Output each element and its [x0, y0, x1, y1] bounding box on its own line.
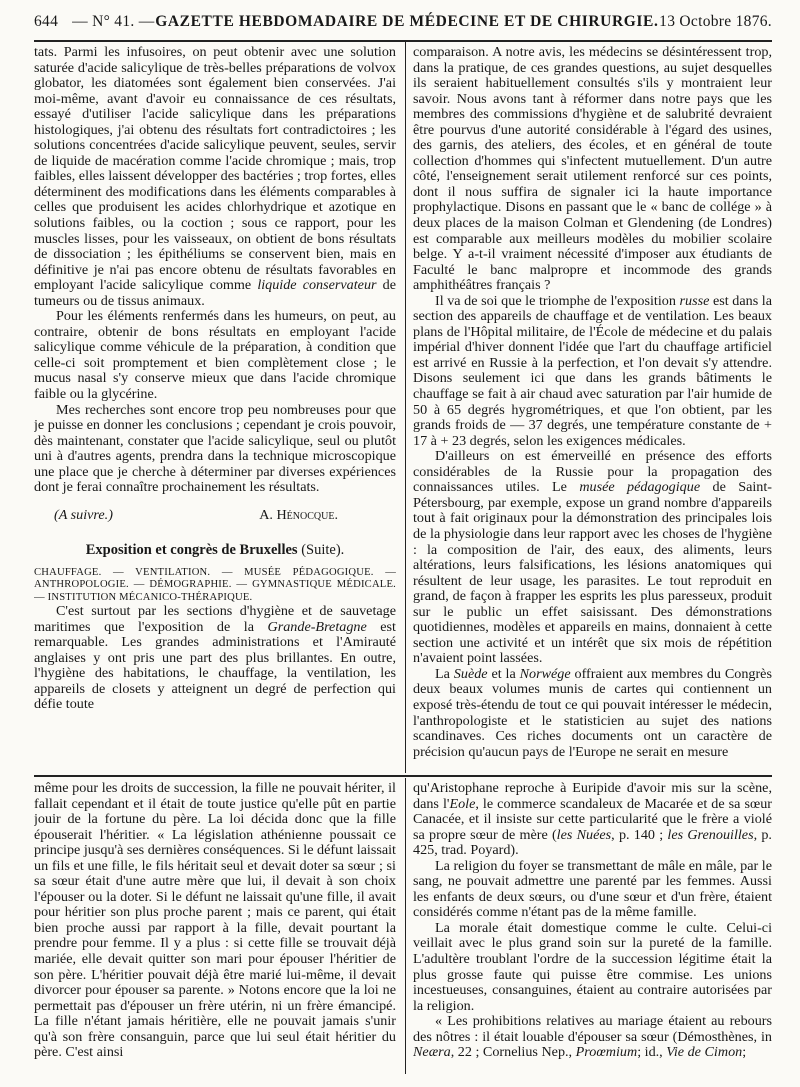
column-rule-bottom — [405, 778, 406, 1074]
paragraph: Mes recherches sont encore trop peu nombreuses pour que je puisse en donner les conclusions ; cependant je crois pouvoir, dès maintenant, constater que l'acide salicylique, seul ou plutôt uni à d'autres agents, prendra dans la technique microscopique une place que je cherche à déterminer par diverses expériences dont je ferai connaître prochainement les résultats. — [34, 401, 396, 496]
right-column-top — [413, 45, 772, 773]
paragraph: « Les prohibitions relatives au mariage étaient au rebours des nôtres : il était louable d'épouser sa sœur (Démosthènes, in Neæra, 22 ; Cornelius Nep., Proœmium; id., Vie de Cimon; — [413, 1013, 772, 1061]
paragraph: Il va de soi que le triomphe de l'exposition russe est dans la section des appareils de chauffage et de ventilation. Les beaux plans de l'Hôpital militaire, de l'École de médecine et du palais impérial d'hiver donnent l'idée que l'art du chauffage artificiel est arrivé en Russie à la perfection, et l'on devait s'y attendre. Disons seulement ici que dans les grands bâtiments le chauffage se fait à air chaud avec saturation par l'air humide de 50 à 65 degrés hygrométriques, et que l'on obtient, par les grands froids de — 37 degrés, une température constante de + 17 à + 23 degrés, selon les exigences médicales. — [413, 292, 772, 449]
paragraph: qu'Aristophane reproche à Euripide d'avoir mis sur la scène, dans l'Eole, le commerce scandaleux de Macarée et de sa sœur Canacée, et il insiste sur cette particularité que le frère a violé sa propre sœur de mère (les Nuées, p. 140 ; les Grenouilles, p. 425, trad. Poyard). — [413, 781, 772, 859]
continuation-note: (A suivre.) — [54, 506, 113, 523]
column-rule-top — [405, 42, 406, 773]
paragraph: La Suède et la Norwége offraient aux membres du Congrès deux beaux volumes munis de cartes qui contiennent un exposé très-étendu de tout ce qui pouvait intéresser le médecin, l'anthropologiste et le statisticien au sujet des nations scandinaves. Ces riches documents ont un caractère de précision qu'aucun pays de l'Europe ne serait en mesure — [413, 665, 772, 760]
section-subjects: CHAUFFAGE. — VENTILATION. — MUSÉE PÉDAGOGIQUE. — ANTHROPOLOGIE. — DÉMOGRAPHIE. — GYMNASTIQUE MÉDICALE. — INSTITUTION MÉCANICO-THÉRAPIQUE. — [34, 566, 396, 603]
paragraph: C'est surtout par les sections d'hygiène et de sauvetage maritimes que l'exposition de la Grande-Bretagne est remarquable. Les grandes administrations et l'Amirauté anglaises y ont pris une part des plus brillantes. En outre, l'hygiène des habitations, le chauffage, la ventilation, les appareils de closets y atteignent un degré de perfection qui défie toute — [34, 603, 396, 713]
paragraph: tats. Parmi les infusoires, on peut obtenir avec une solution saturée d'acide salicylique de très-belles préparations de volvox globator, les diatomées sont également bien conservées. J'ai moi-même, avant d'avoir eu connaissance de ces résultats, essayé d'utiliser l'acide salicylique dans les préparations histologiques, j'ai obtenu des résultats fort contradictoires ; les solutions concentrées d'acide salicylique peuvent, seules, servir de liquide de macération comme l'acide chromique ; mais, trop faibles, elles laissent développer des bactéries ; trop fortes, elles déterminent des modifications dans les éléments comparables à celles que produisent les acides chlorhydrique et azotique en solutions faibles, ou la coction ; sous ce rapport, pour les muscles lisses, pour les vaisseaux, on obtient de bons résultats de dissociation ; les épithéliums se conservent bien, mais en définitive je n'ai pas encore obtenu de résultats favorables en employant l'acide salicylique comme liquide conservateur de tumeurs ou de tissus animaux. — [34, 45, 396, 309]
paragraph: même pour les droits de succession, la fille ne pouvait hériter, il fallait cependant et il était de toute justice qu'elle pût en partie jouir de la fortune du père. La loi décida donc que la fille épouserait l'héritier. « La législation athénienne poussait ce principe jusqu'à ses dernières conséquences. Si le défunt laissait un fils et une fille, le fils héritait seul et devait doter sa sœur ; si sa sœur était d'une autre mère que lui, il devait à son choix l'épouser ou la doter. Si le défunt ne laissait qu'une fille, il avait pour héritier son plus proche parent ; mais ce parent, qui était bien proche aussi par rapport à la fille, devait pourtant la prendre pour femme. Il y a plus : si cette fille se trouvait déjà mariée, elle devait quitter son mari pour épouser l'héritier de son père. L'héritier pouvait déjà être marié lui-même, il devait divorcer pour épouser sa parente. » Notons encore que la loi ne permettait pas d'épouser un frère utérin, ni un frère émancipé. La fille n'étant jamais héritière, elle ne pouvait jamais s'unir qu'à son frère consanguin, parce que lui seul était héritier du père. C'est ainsi — [34, 781, 396, 1061]
left-column-top — [34, 45, 396, 773]
page-number: 644 — [34, 13, 59, 30]
header-left — [34, 13, 155, 31]
section-rule — [34, 775, 772, 777]
signature-block — [34, 508, 396, 524]
journal-title: GAZETTE HEBDOMADAIRE DE MÉDECINE ET DE CHIRURGIE. — [155, 13, 659, 30]
section-heading: Exposition et congrès de Bruxelles (Suite). — [85, 542, 345, 559]
page-header — [34, 8, 772, 36]
paragraph: D'ailleurs on est émerveillé en présence des efforts considérables de la Russie pour la propagation des connaissances utiles. Le musée pédagogique de Saint-Pétersbourg, par exemple, expose un grand nombre d'appareils tout à fait originaux pour la démonstration des principales lois de la physiologie dans leur rapport avec les choses de l'hygiène : la composition de l'air, des eaux, des aliments, leurs altérations, leurs falsifications, les lésions anatomiques qui résultent de leur usage, les parasites. Le tout reproduit en grand, de façon à frapper les esprits les plus paresseux, produit sur le public un effet saisissant. Des démonstrations quotidiennes, modèles et appareils en mains, donnaient à cette section une activité et un intérêt que six mois de répétition n'avaient point lassées. — [413, 448, 772, 667]
author-signature: A. Hénocque. — [259, 506, 338, 523]
paragraph: Pour les éléments renfermés dans les humeurs, on peut, au contraire, obtenir de bons résultats en employant l'acide salicylique comme véhicule de la préparation, à condition que celle-ci soit promptement et bien complètement close ; le mucus nasal s'y conserve mieux que dans l'acide chromique faible ou la glycérine. — [34, 308, 396, 403]
issue-number: — N° 41. — — [72, 13, 155, 30]
left-column-bottom — [34, 781, 396, 1077]
issue-date: 13 Octobre 1876. — [659, 13, 772, 30]
header-rule — [34, 40, 772, 42]
paragraph: La morale était domestique comme le culte. Celui-ci veillait avec le plus grand soin sur la pureté de la famille. L'adultère troublant l'ordre de la succession légitime était la plus grosse faute qui puisse être commise. Les unions incestueuses, consanguines, étaient au contraire autorisées par la religion. — [413, 919, 772, 1014]
right-column-bottom — [413, 781, 772, 1077]
paragraph: comparaison. A notre avis, les médecins se désintéressent trop, dans la pratique, de ces grandes questions, au sujet desquelles ils seraient habituellement consultés s'ils y montraient leur savoir. Nous avons tant à réformer dans notre pays que les membres des commissions d'hygiène et de salubrité devraient être pourvus d'une autorité considérable à l'égard des usines, des garnis, des ateliers, des écoles, et en général de toute collection d'hommes qui s'infectent mutuellement. D'un autre côté, l'enseignement serait utilement renforcé sur ces points, dont il nous suffira de signaler ici la haute importance prophylactique. Disons en passant que le « banc de collége » à deux places de la maison Colman et Glendening (de Londres) est comparable aux meilleurs modèles du mobilier scolaire belge. Y a-t-il vraiment nécessité d'imposer aux étudiants de Faculté le banc malpropre et incommode des grands amphithéâtres français ? — [413, 45, 772, 294]
paragraph: La religion du foyer se transmettant de mâle en mâle, par le sang, ne pouvait admettre une parenté par les femmes. Aussi les enfants de deux sœurs, ou d'une sœur et d'un frère, étaient considérés comme n'étant pas de la même famille. — [413, 857, 772, 921]
